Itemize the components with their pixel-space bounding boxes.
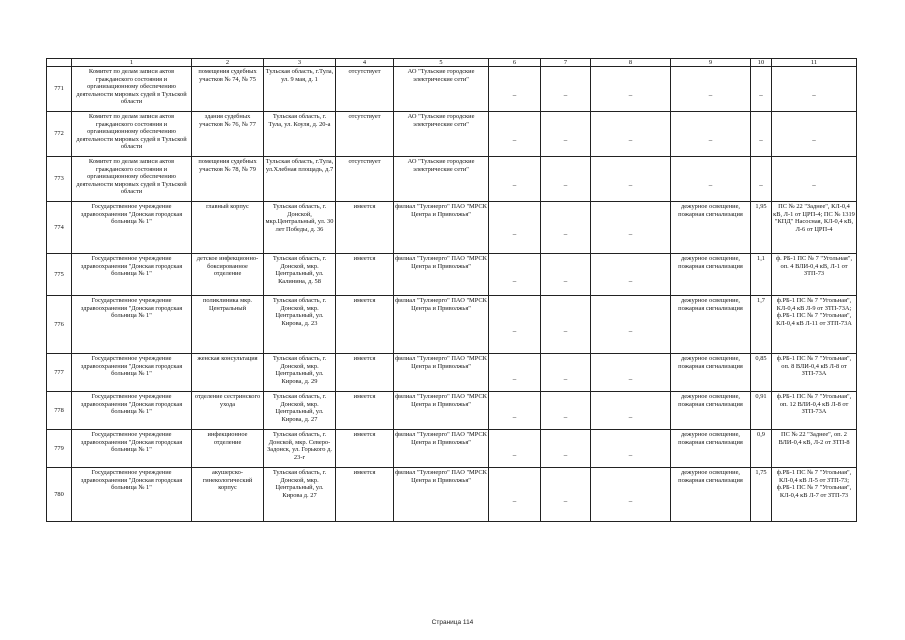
cell-supplier: филиал "Тулэнерго" ПАО "МРСК Центра и Приволжья" (394, 296, 489, 354)
cell-row-number: 771 (47, 67, 72, 112)
cell-row-number: 774 (47, 202, 72, 254)
cell-power-kw (751, 67, 772, 112)
cell-feeder: ф.РБ-1 ПС № 7 "Угольная", оп. 12 ВЛИ-0,4 кВ Л-8 от ЗТП-73А (772, 392, 857, 430)
cell-organization: Государственное учреждение здравоохранения "Донская городская больница № 1" (72, 354, 192, 392)
cell-object-name: женская консультация (192, 354, 264, 392)
cell-feeder: ф.РБ-1 ПС № 7 "Угольная", КЛ-0,4 кВ Л-9 от ЗТП-73А; ф.РБ-1 ПС № 7 "Угольная", КЛ-0,4 кВ Л-11 от ЗТП-73А (772, 296, 857, 354)
cell-address: Тульская область, г. Донской, мкр. Центральный, ул. Кирова, д. 29 (264, 354, 336, 392)
dash-mark: – (512, 91, 517, 100)
cell-backup-source: отсутствует (336, 157, 394, 202)
cell-supplier: филиал "Тулэнерго" ПАО "МРСК Центра и Приволжья" (394, 468, 489, 522)
cell-power-kw: 1,75 (751, 468, 772, 522)
dash-mark: – (512, 374, 517, 383)
dash-mark: – (512, 229, 517, 238)
cell-power-kw: 1,7 (751, 296, 772, 354)
dash-mark: – (628, 229, 633, 238)
cell-address: Тульская область, г.Тула, ул. 9 мая, д. 1 (264, 67, 336, 112)
cell-supplier: АО "Тульские городские электрические сети" (394, 67, 489, 112)
dash-mark: – (628, 374, 633, 383)
table-row (47, 202, 857, 254)
cell-address: Тульская область, г. Донской, мкр. Центральный, ул. Кирова, д. 23 (264, 296, 336, 354)
cell-row-number: 775 (47, 254, 72, 296)
table-row (47, 354, 857, 392)
cell-col-6 (489, 430, 541, 468)
dash-mark: – (512, 496, 517, 505)
cell-object-name: акушерско-гинекологический корпус (192, 468, 264, 522)
cell-load-category: дежурное освещение, пожарная сигнализация (671, 254, 751, 296)
cell-object-name: отделение сестринского ухода (192, 392, 264, 430)
dash-mark: – (563, 181, 568, 190)
table-row (47, 468, 857, 522)
cell-load-category: дежурное освещение, пожарная сигнализация (671, 296, 751, 354)
cell-backup-source: имеется (336, 430, 394, 468)
dash-mark: – (708, 181, 713, 190)
table-body (47, 59, 857, 522)
column-number-6: 6 (489, 59, 541, 67)
cell-feeder: ПС № 22 "Заднее", КЛ-0,4 кВ, Л-1 от ЦРП-4; ПС № 1319 "КПД" Насосная, КЛ-0,4 кВ, Л-6 от ЦРП-4 (772, 202, 857, 254)
cell-supplier: АО "Тульские городские электрические сети" (394, 112, 489, 157)
column-number-3: 3 (264, 59, 336, 67)
cell-organization: Комитет по делам записи актов гражданского состояния и организационному обеспечению деятельности мировых судей в Тульской области (72, 67, 192, 112)
dash-mark: – (708, 136, 713, 145)
cell-feeder: ф.РБ-1 ПС № 7 "Угольная", КЛ-0,4 кВ Л-5 от ЗТП-73; ф.РБ-1 ПС № 7 "Угольная", КЛ-0,4 кВ Л-7 от ЗТП-73 (772, 468, 857, 522)
cell-power-kw: 1,95 (751, 202, 772, 254)
cell-object-name: детское инфекционно-боксированное отделение (192, 254, 264, 296)
cell-feeder: ПС № 22 "Заднее", оп. 2 ВЛИ-0,4 кВ, Л-2 от ЗТП-8 (772, 430, 857, 468)
cell-load-category: дежурное освещение, пожарная сигнализация (671, 392, 751, 430)
cell-object-name: здания судебных участков № 76, № 77 (192, 112, 264, 157)
dash-mark: – (563, 496, 568, 505)
dash-mark: – (512, 276, 517, 285)
dash-mark: – (759, 91, 763, 100)
cell-backup-source: имеется (336, 468, 394, 522)
cell-row-number: 780 (47, 468, 72, 522)
cell-feeder (772, 112, 857, 157)
cell-col-7 (541, 157, 591, 202)
cell-load-category (671, 112, 751, 157)
page-number: Страница 114 (431, 619, 474, 626)
cell-supplier: АО "Тульские городские электрические сети" (394, 157, 489, 202)
cell-address: Тульская область, г. Донской, мкр. Центральный, ул. Калинина, д. 58 (264, 254, 336, 296)
cell-object-name: главный корпус (192, 202, 264, 254)
cell-object-name: поликлиника мкр. Центральный (192, 296, 264, 354)
dash-mark: – (628, 496, 633, 505)
dash-mark: – (563, 450, 568, 459)
dash-mark: – (628, 412, 633, 421)
column-number-11: 11 (772, 59, 857, 67)
dash-mark: – (628, 91, 633, 100)
cell-organization: Государственное учреждение здравоохранения "Донская городская больница № 1" (72, 468, 192, 522)
cell-organization: Государственное учреждение здравоохранения "Донская городская больница № 1" (72, 254, 192, 296)
cell-col-8 (591, 392, 671, 430)
cell-address: Тульская область, г. Донской, мкр. Центральный, ул. Кирова, д. 27 (264, 392, 336, 430)
cell-power-kw (751, 112, 772, 157)
cell-feeder: ф.РБ-1 ПС № 7 "Угольная", оп. 8 ВЛИ-0,4 кВ Л-8 от ЗТП-73А (772, 354, 857, 392)
cell-col-8 (591, 254, 671, 296)
column-number-2: 2 (192, 59, 264, 67)
column-number-1: 1 (72, 59, 192, 67)
cell-col-8 (591, 112, 671, 157)
cell-organization: Комитет по делам записи актов гражданского состояния и организационному обеспечению деятельности мировых судей в Тульской области (72, 157, 192, 202)
table-row (47, 157, 857, 202)
dash-mark: – (563, 412, 568, 421)
cell-address: Тульская область, г. Тула, ул. Коуля, д. 20-а (264, 112, 336, 157)
cell-power-kw: 0,91 (751, 392, 772, 430)
dash-mark: – (812, 181, 816, 190)
cell-backup-source: отсутствует (336, 67, 394, 112)
cell-feeder (772, 67, 857, 112)
dash-mark: – (628, 276, 633, 285)
dash-mark: – (563, 374, 568, 383)
cell-col-6 (489, 392, 541, 430)
dash-mark: – (512, 136, 517, 145)
cell-col-8 (591, 67, 671, 112)
cell-organization: Государственное учреждение здравоохранения "Донская городская больница № 1" (72, 202, 192, 254)
cell-col-6 (489, 157, 541, 202)
column-number-4: 4 (336, 59, 394, 67)
dash-mark: – (563, 229, 568, 238)
cell-col-7 (541, 202, 591, 254)
dash-mark: – (628, 136, 633, 145)
cell-organization: Комитет по делам записи актов гражданского состояния и организационному обеспечению деятельности мировых судей в Тульской области (72, 112, 192, 157)
cell-organization: Государственное учреждение здравоохранения "Донская городская больница № 1" (72, 392, 192, 430)
cell-col-8 (591, 296, 671, 354)
dash-mark: – (563, 276, 568, 285)
dash-mark: – (512, 326, 517, 335)
cell-supplier: филиал "Тулэнерго" ПАО "МРСК Центра и Приволжья" (394, 202, 489, 254)
table-row (47, 430, 857, 468)
cell-row-number: 777 (47, 354, 72, 392)
dash-mark: – (512, 412, 517, 421)
cell-col-8 (591, 468, 671, 522)
cell-col-7 (541, 296, 591, 354)
cell-backup-source: имеется (336, 296, 394, 354)
cell-row-number: 778 (47, 392, 72, 430)
cell-backup-source: имеется (336, 392, 394, 430)
cell-col-6 (489, 67, 541, 112)
cell-supplier: филиал "Тулэнерго" ПАО "МРСК Центра и Приволжья" (394, 392, 489, 430)
table-row (47, 392, 857, 430)
cell-row-number: 779 (47, 430, 72, 468)
cell-col-6 (489, 296, 541, 354)
cell-power-kw (751, 157, 772, 202)
cell-power-kw: 1,1 (751, 254, 772, 296)
cell-backup-source: имеется (336, 202, 394, 254)
cell-backup-source: отсутствует (336, 112, 394, 157)
dash-mark: – (628, 181, 633, 190)
dash-mark: – (512, 181, 517, 190)
cell-col-8 (591, 354, 671, 392)
cell-object-name: помещения судебных участков № 74, № 75 (192, 67, 264, 112)
dash-mark: – (812, 136, 816, 145)
table-row (47, 67, 857, 112)
cell-col-7 (541, 254, 591, 296)
column-number-8: 8 (591, 59, 671, 67)
cell-row-number: 772 (47, 112, 72, 157)
column-number-blank (47, 59, 72, 67)
dash-mark: – (812, 91, 816, 100)
cell-load-category: дежурное освещение, пожарная сигнализация (671, 468, 751, 522)
cell-col-6 (489, 112, 541, 157)
cell-row-number: 776 (47, 296, 72, 354)
column-number-9: 9 (671, 59, 751, 67)
cell-object-name: помещения судебных участков № 78, № 79 (192, 157, 264, 202)
cell-feeder (772, 157, 857, 202)
table-row (47, 296, 857, 354)
cell-address: Тульская область, г. Донской, мкр.Центральный, ул. 30 лет Победы, д. 36 (264, 202, 336, 254)
table-row (47, 254, 857, 296)
cell-load-category: дежурное освещение, пожарная сигнализация (671, 430, 751, 468)
cell-address: Тульская область, г. Донской, мкр. Центральный, ул. Кирова д. 27 (264, 468, 336, 522)
cell-supplier: филиал "Тулэнерго" ПАО "МРСК Центра и Приволжья" (394, 354, 489, 392)
cell-backup-source: имеется (336, 354, 394, 392)
dash-mark: – (759, 136, 763, 145)
cell-col-7 (541, 468, 591, 522)
dash-mark: – (628, 450, 633, 459)
cell-load-category (671, 157, 751, 202)
cell-supplier: филиал "Тулэнерго" ПАО "МРСК Центра и Приволжья" (394, 254, 489, 296)
cell-object-name: инфекционное отделение (192, 430, 264, 468)
cell-col-6 (489, 468, 541, 522)
dash-mark: – (563, 136, 568, 145)
dash-mark: – (708, 91, 713, 100)
column-number-10: 10 (751, 59, 772, 67)
cell-col-6 (489, 202, 541, 254)
cell-supplier: филиал "Тулэнерго" ПАО "МРСК Центра и Приволжья" (394, 430, 489, 468)
cell-col-8 (591, 430, 671, 468)
cell-col-7 (541, 354, 591, 392)
cell-organization: Государственное учреждение здравоохранения "Донская городская больница № 1" (72, 430, 192, 468)
cell-load-category: дежурное освещение, пожарная сигнализация (671, 202, 751, 254)
dash-mark: – (512, 450, 517, 459)
cell-power-kw: 0,9 (751, 430, 772, 468)
cell-col-7 (541, 112, 591, 157)
cell-address: Тульская область, г. Донской, мкр. Северо-Задонск, ул. Горького д. 23-г (264, 430, 336, 468)
cell-feeder: ф. РБ-1 ПС № 7 "Угольная", оп. 4 ВЛИ-0,4 кВ, Л-1 от ЗТП-73 (772, 254, 857, 296)
cell-backup-source: имеется (336, 254, 394, 296)
cell-row-number: 773 (47, 157, 72, 202)
column-number-5: 5 (394, 59, 489, 67)
table-row (47, 112, 857, 157)
cell-power-kw: 0,85 (751, 354, 772, 392)
register-table (46, 58, 857, 522)
cell-address: Тульская область, г.Тула, ул.Хлебная площадь, д.7 (264, 157, 336, 202)
document-page (46, 58, 856, 522)
cell-col-8 (591, 202, 671, 254)
cell-load-category (671, 67, 751, 112)
cell-organization: Государственное учреждение здравоохранения "Донская городская больница № 1" (72, 296, 192, 354)
cell-col-7 (541, 392, 591, 430)
column-number-7: 7 (541, 59, 591, 67)
dash-mark: – (563, 326, 568, 335)
dash-mark: – (759, 181, 763, 190)
cell-col-8 (591, 157, 671, 202)
cell-load-category: дежурное освещение, пожарная сигнализация (671, 354, 751, 392)
cell-col-6 (489, 354, 541, 392)
cell-col-7 (541, 67, 591, 112)
cell-col-6 (489, 254, 541, 296)
dash-mark: – (628, 326, 633, 335)
cell-col-7 (541, 430, 591, 468)
dash-mark: – (563, 91, 568, 100)
column-number-header (47, 59, 857, 67)
